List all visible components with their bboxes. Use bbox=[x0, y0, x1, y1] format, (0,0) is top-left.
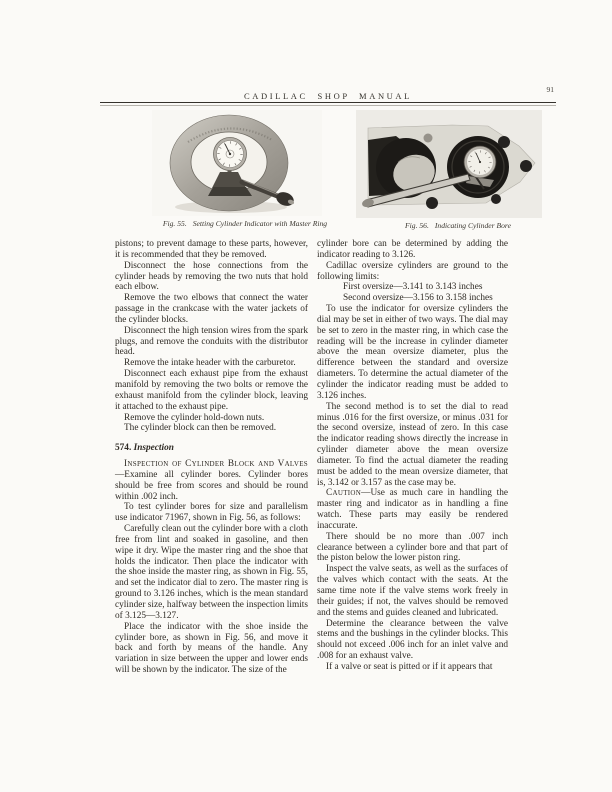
paragraph: Carefully clean out the cylinder bore with a cloth free from lint and soaked in gasoline, and then wipe it dry. Wipe the master ring and the shoe that holds the indicator. Then place the indicator with the shoe inside the master ring, as shown in Fig. 55, and set the indicator dial to zero. The master ring is ground to 3.126 inches, which is the mean standard cylinder size, halfway between the inspection limits of 3.125—3.127. bbox=[115, 524, 308, 621]
paragraph: There should be no more than .007 inch clearance between a cylinder bore and that part of the piston below the lower piston ring. bbox=[317, 531, 508, 564]
section-title: Inspection bbox=[133, 443, 174, 454]
paragraph: The cylinder block can then be removed. bbox=[124, 423, 277, 434]
dial-indicator-master-ring-illustration bbox=[152, 110, 322, 216]
paragraph: Disconnect the high tension wires from the spark plugs, and remove the conduits with the distributor head. bbox=[115, 325, 308, 358]
figure-56-photo bbox=[356, 110, 542, 218]
paragraph: Remove the two elbows that connect the water passage in the crankcase with the water jackets of the cylinder blocks. bbox=[115, 293, 308, 325]
right-text-column bbox=[317, 239, 508, 673]
page-number: 91 bbox=[546, 85, 554, 94]
bolt-hole bbox=[426, 197, 438, 209]
figure-55-caption bbox=[110, 219, 380, 228]
small-caps-lead: Caution bbox=[326, 488, 362, 499]
figure-55-label: Fig. 55. bbox=[162, 219, 187, 228]
indicator-shoe bbox=[208, 187, 252, 196]
paragraph: To use the indicator for oversize cylinders the dial may be set in either of two ways. The dial may be set to zero in the master ring, in which case the reading will be the increase in cylinder diameter above the mean oversize diameter, plus the difference between the standard and oversize diameters. To determine the actual diameter of the cylinder the indicator reading must be added to 3.126 inches. bbox=[317, 304, 508, 401]
figure-55-photo bbox=[152, 110, 322, 216]
paragraph: If a valve or seat is pitted or if it appears that bbox=[326, 661, 493, 672]
paragraph: Second oversize—3.156 to 3.158 inches bbox=[343, 293, 493, 304]
left-text-column bbox=[115, 239, 308, 676]
paragraph: Inspection of Cylinder Block and Valves—Examine all cylinder bores. Cylinder bores should be free from scores and should be round within .002 inch. bbox=[115, 459, 308, 502]
cylinder-bore-indicating-illustration bbox=[356, 110, 542, 218]
paragraph: Cadillac oversize cylinders are ground to the following limits: bbox=[317, 260, 508, 282]
figure-56-caption bbox=[368, 221, 548, 230]
section-heading bbox=[115, 443, 308, 454]
paragraph: Place the indicator with the shoe inside the cylinder bore, as shown in Fig. 56, and move it back and forth by means of the handle. Any variation in size between the upper and lower ends will be shown by the indicator. The size of the bbox=[115, 621, 308, 676]
figure-55-title: Setting Cylinder Indicator with Master Ring bbox=[192, 219, 328, 228]
paragraph: Remove the cylinder hold-down nuts. bbox=[124, 412, 265, 423]
figure-56-title: Indicating Cylinder Bore bbox=[434, 221, 511, 230]
paragraph: pistons; to prevent damage to these parts, however, it is recommended that they be removed. bbox=[115, 239, 308, 260]
header-rule bbox=[100, 102, 556, 106]
bolt-hole bbox=[491, 194, 501, 204]
bolt-hole bbox=[520, 160, 532, 172]
paragraph: First oversize—3.141 to 3.143 inches bbox=[343, 282, 483, 293]
section-number: 574. bbox=[115, 443, 134, 454]
paragraph: Caution—Use as much care in handling the master ring and indicator as in handling a fine watch. These parts may easily be rendered inaccurate. bbox=[317, 488, 508, 531]
bolt-hole bbox=[498, 136, 510, 148]
paragraph: Disconnect each exhaust pipe from the exhaust manifold by removing the two bolts or remove the exhaust manifold from the cylinder block, leaving it attached to the exhaust pipe. bbox=[115, 369, 308, 412]
paragraph: Inspect the valve seats, as well as the surfaces of the valves which contact with the seats. At the same time note if the valve stems work freely in their guides; if not, the valves should be removed and the stems and guides cleaned and lubricated. bbox=[317, 564, 508, 618]
paragraph: cylinder bore can be determined by adding the indicator reading to 3.126. bbox=[317, 239, 508, 260]
small-caps-lead: Inspection of Cylinder Block and Valves bbox=[124, 459, 308, 470]
figure-56-label: Fig. 56. bbox=[405, 221, 429, 230]
paragraph: Disconnect the hose connections from the cylinder heads by removing the two nuts that hold each elbow. bbox=[115, 260, 308, 293]
paragraph: The second method is to set the dial to read minus .016 for the first oversize, or minus .031 for the second oversize, instead of zero. In this case the indicator reading shows directly the increase in cylinder diameter above the mean oversize diameter. To find the actual diameter the reading must be added to the mean oversize diameter, that is, 3.142 or 3.157 as the case may be. bbox=[317, 401, 508, 488]
manual-title: CADILLAC SHOP MANUAL bbox=[244, 91, 412, 101]
paragraph: To test cylinder bores for size and parallelism use indicator 71967, shown in Fig. 56, as follows: bbox=[115, 502, 308, 524]
paragraph: Remove the intake header with the carburetor. bbox=[124, 358, 296, 369]
bolt-hole bbox=[424, 134, 433, 143]
paragraph: Determine the clearance between the valve stems and the bushings in the cylinder blocks. This should not exceed .006 inch for an inlet valve and .008 for an exhaust valve. bbox=[317, 618, 508, 662]
